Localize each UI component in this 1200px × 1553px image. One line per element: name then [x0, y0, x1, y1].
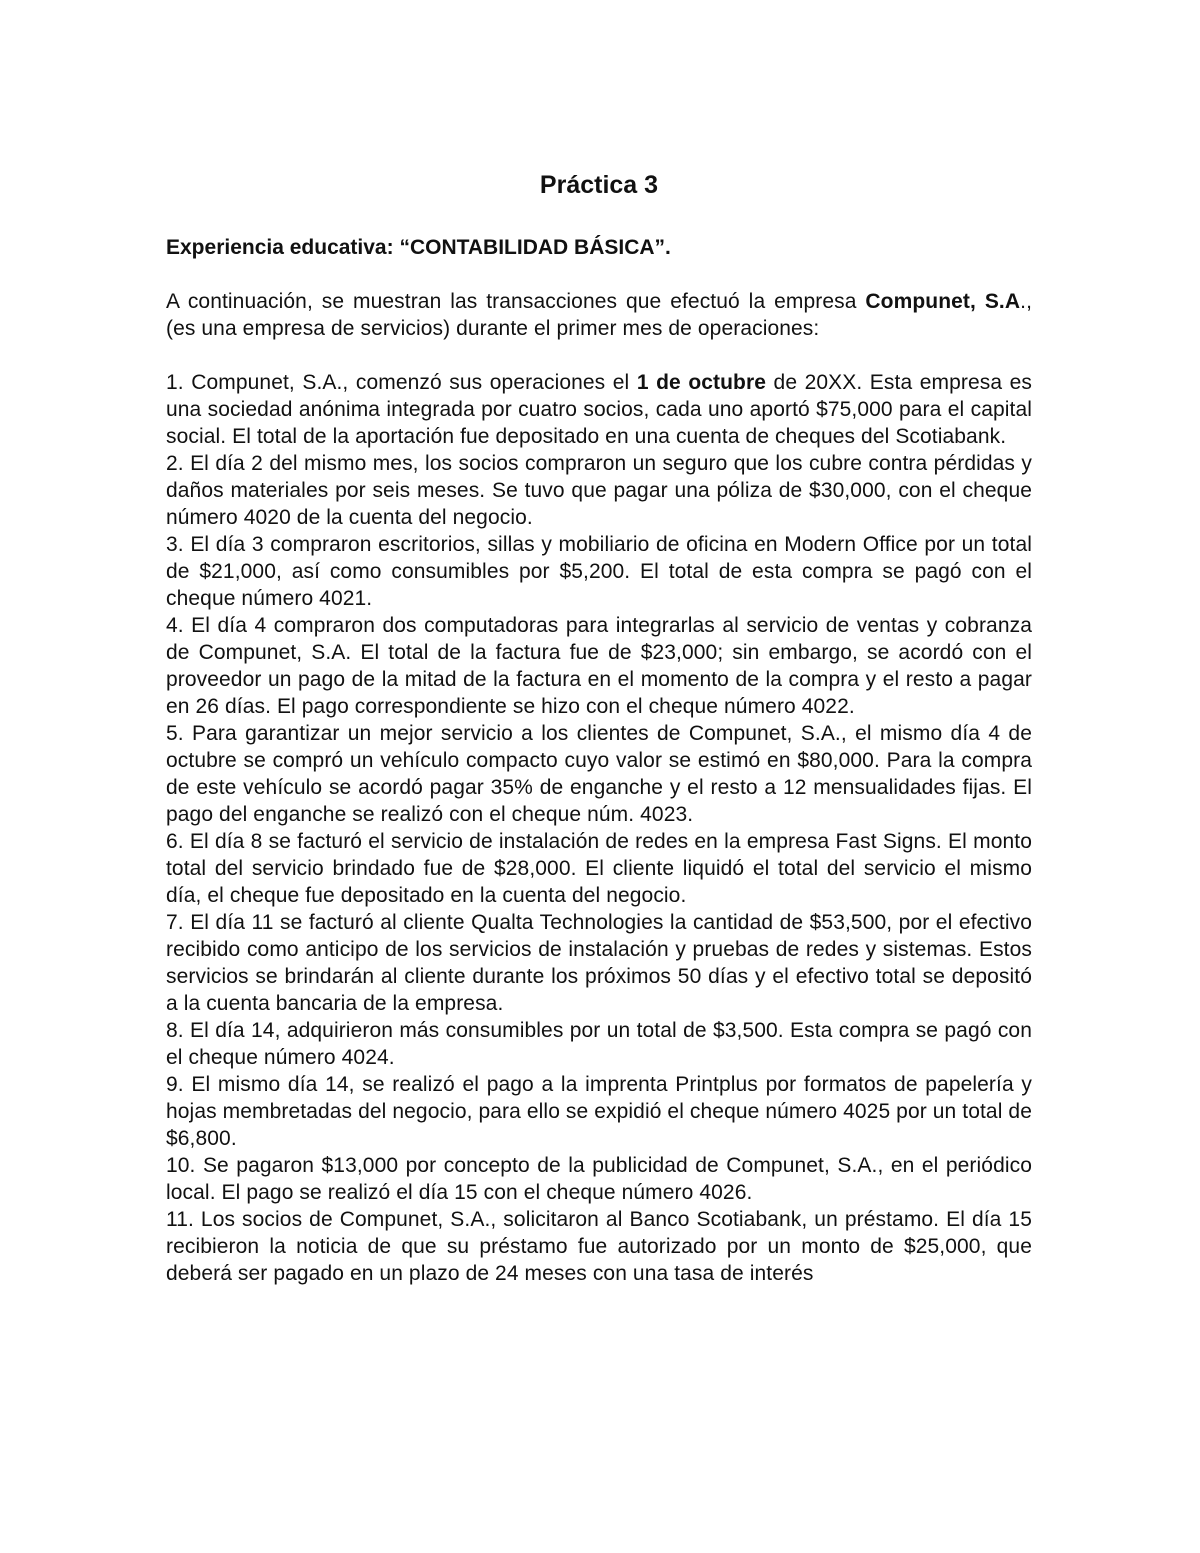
transaction-item-1	[166, 369, 1032, 450]
document-page	[166, 170, 1032, 1287]
transaction-item-9: 9. El mismo día 14, se realizó el pago a la imprenta Printplus por formatos de papelería y hojas membretadas del negocio, para ello se expidió el cheque número 4025 por un total de $6,800.	[166, 1073, 1032, 1150]
start-date: 1 de octubre	[636, 371, 767, 394]
transaction-item-6: 6. El día 8 se facturó el servicio de instalación de redes en la empresa Fast Signs. El monto total del servicio brindado fue de $28,000. El cliente liquidó el total del servicio el mismo día, el cheque fue depositado en la cuenta del negocio.	[166, 830, 1032, 907]
transaction-item-5: 5. Para garantizar un mejor servicio a los clientes de Compunet, S.A., el mismo día 4 de octubre se compró un vehículo compacto cuyo valor se estimó en $80,000. Para la compra de este vehículo se acordó pagar 35% de enganche y el resto a 12 mensualidades fijas. El pago del enganche se realizó con el cheque núm. 4023.	[166, 722, 1032, 826]
transaction-item-7: 7. El día 11 se facturó al cliente Qualta Technologies la cantidad de $53,500, por el efectivo recibido como anticipo de los servicios de instalación y pruebas de redes y sistemas. Estos servicios se brindarán al cliente durante los próximos 50 días y el efectivo total se depositó a la cuenta bancaria de la empresa.	[166, 911, 1032, 1015]
intro-text-before: A continuación, se muestran las transacciones que efectuó la empresa	[166, 290, 866, 313]
item-1-before: 1. Compunet, S.A., comenzó sus operaciones el	[166, 371, 637, 394]
item-1-after: de 20XX. Esta empresa es una sociedad anónima integrada por cuatro socios, cada uno aportó $75,000 para el capital social. El total de la aportación fue depositado en una cuenta de cheques del Scotiabank.	[166, 371, 1033, 448]
course-subject: Experiencia educativa: “CONTABILIDAD BÁSICA”.	[166, 236, 671, 259]
transaction-item-10: 10. Se pagaron $13,000 por concepto de la publicidad de Compunet, S.A., en el periódico local. El pago se realizó el día 15 con el cheque número 4026.	[166, 1154, 1032, 1204]
transaction-item-3: 3. El día 3 compraron escritorios, sillas y mobiliario de oficina en Modern Office por un total de $21,000, así como consumibles por $5,200. El total de esta compra se pagó con el cheque número 4021.	[166, 533, 1032, 610]
transaction-item-8: 8. El día 14, adquirieron más consumibles por un total de $3,500. Esta compra se pagó con el cheque número 4024.	[166, 1019, 1032, 1069]
transaction-item-4: 4. El día 4 compraron dos computadoras para integrarlas al servicio de ventas y cobranza de Compunet, S.A. El total de la factura fue de $23,000; sin embargo, se acordó con el proveedor un pago de la mitad de la factura en el momento de la compra y el resto a pagar en 26 días. El pago correspondiente se hizo con el cheque número 4022.	[166, 614, 1032, 718]
intro-paragraph	[166, 288, 1032, 342]
transaction-item-2: 2. El día 2 del mismo mes, los socios compraron un seguro que los cubre contra pérdidas y daños materiales por seis meses. Se tuvo que pagar una póliza de $30,000, con el cheque número 4020 de la cuenta del negocio.	[166, 452, 1032, 529]
page-title: Práctica 3	[539, 171, 659, 199]
intro-text-after: ., (es una empresa de servicios) durante el primer mes de operaciones:	[166, 290, 1033, 340]
company-name: Compunet, S.A	[865, 290, 1021, 313]
transaction-item-11: 11. Los socios de Compunet, S.A., solicitaron al Banco Scotiabank, un préstamo. El día 15 recibieron la noticia de que su préstamo fue autorizado por un monto de $25,000, que deberá ser pagado en un plazo de 24 meses con una tasa de interés	[166, 1208, 1032, 1285]
